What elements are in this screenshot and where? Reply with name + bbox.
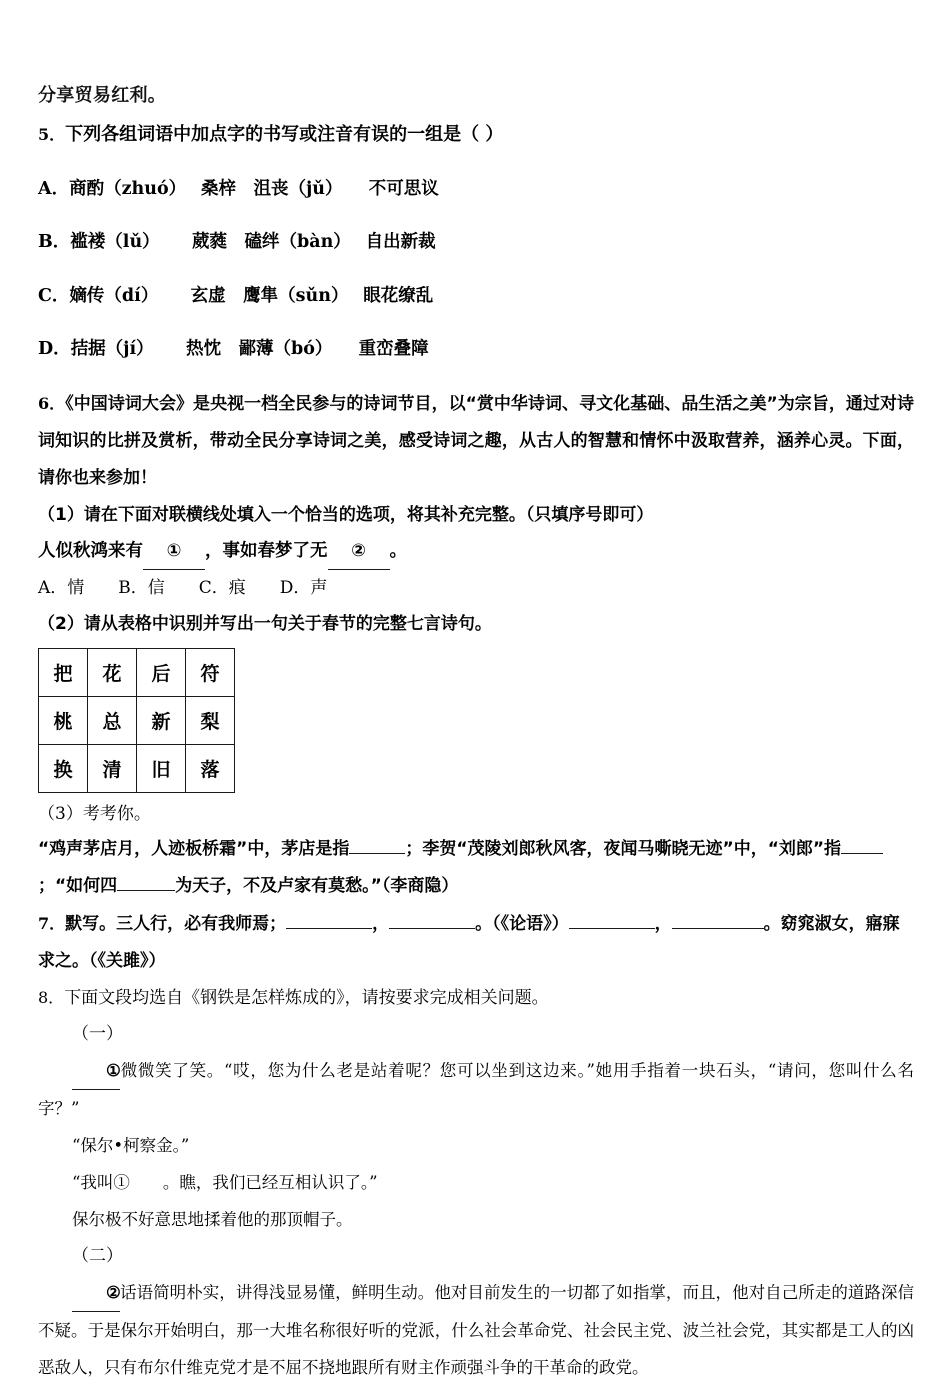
question-8 (38, 980, 914, 1386)
question-7 (38, 905, 914, 980)
passage-two-paragraph-1-text: 话语简明朴实，讲得浅显易懂，鲜明生动。他对目前发生的一切都了如指掌，而且，他对自己所走的道路深信不疑。于是保尔开始明白，那一大堆名称很好听的党派，什么社会革命党、社会民主党、波兰社会党，其实都是工人的凶恶敌人，只有布尔什维克党才是不屈不挠地跟所有财主作顽强斗争的干革命的政党。 (38, 1282, 914, 1377)
grid-cell: 旧 (137, 744, 186, 792)
character-grid-table (38, 648, 235, 793)
q7-text-5: 。窈窕淑女，寤寐求之。（《关雎》） (38, 913, 900, 971)
question-6-stem-text: 《中国诗词大会》是央视一档全民参与的诗词节目，以“赏中华诗词、寻文化基础、品生活之美”为宗旨，通过对诗词知识的比拼及赏析，带动全民分享诗词之美，感受诗词之趣，从古人的智慧和情怀中汲取营养，涵养心灵。下面，请你也来参加！ (38, 393, 915, 488)
option-c-letter: C． (38, 285, 70, 306)
question-6-sub2-label: （2）请从表格中识别并写出一句关于春节的完整七言诗句。 (38, 613, 492, 634)
grid-cell: 花 (88, 648, 137, 696)
grid-cell: 把 (39, 648, 88, 696)
sub3-text-2: ；李贺“茂陵刘郎秋风客，夜闻马嘶晓无迹”中，“刘郎”指 (405, 838, 842, 859)
question-5-option-c[interactable] (38, 278, 914, 314)
table-row (39, 744, 235, 792)
grid-cell: 新 (137, 696, 186, 744)
couplet-part-3: 。 (389, 540, 407, 561)
question-8-stem-text: 下面文段均选自《钢铁是怎样炼成的》，请按要求完成相关问题。 (64, 987, 549, 1008)
question-6-sub1-label: （1）请在下面对联横线处填入一个恰当的选项，将其补充完整。（只填序号即可） (38, 504, 654, 525)
question-5-option-d[interactable] (38, 331, 914, 367)
couplet-part-2: ，事如春梦了无 (205, 540, 328, 561)
passage-one-paragraph-1-text: 微微笑了笑。“哎，您为什么老是站着呢？您可以坐到这边来。”她用手指着一块石头，“请问，您叫什么名字？” (38, 1060, 914, 1118)
question-7-body (38, 905, 914, 980)
option-d-text: 拮据（jí） 热忱 鄙薄（bó） 重峦叠障 (70, 339, 429, 359)
passage-blank-marker-2[interactable]: ② (72, 1274, 120, 1312)
q7-blank-2[interactable] (389, 928, 475, 929)
option-a-letter: A． (38, 178, 70, 199)
grid-cell: 换 (39, 744, 88, 792)
passage-one-paragraph-3: “我叫① 。瞧，我们已经互相认识了。” (72, 1172, 378, 1192)
q7-text-3: 。（《论语》） (475, 913, 569, 934)
passage-one-label: （一） (72, 1023, 123, 1044)
question-6-couplet (38, 533, 914, 570)
option-b-text: 褴褛（lǔ） 葳蕤 磕绊（bàn） 自出新裁 (70, 232, 436, 252)
couplet-blank-2[interactable]: ② (328, 533, 390, 570)
couplet-part-1: 人似秋鸿来有 (38, 540, 143, 561)
table-row (39, 648, 235, 696)
grid-cell: 桃 (39, 696, 88, 744)
grid-cell: 符 (186, 648, 235, 696)
question-7-number: 7． (38, 913, 66, 933)
sub3-blank-3[interactable] (117, 890, 175, 891)
option-a-text: 商酌（zhuó） 桑梓 沮丧（jǔ） 不可思议 (69, 178, 439, 199)
sub3-text-4: 为天子，不及卢家有莫愁。”（李商隐） (175, 875, 459, 896)
question-8-stem (38, 980, 914, 1016)
passage-two-paragraph-1 (38, 1274, 914, 1386)
passage-one-paragraph-4: 保尔极不好意思地揉着他的那顶帽子。 (72, 1209, 353, 1229)
q7-text-2: ， (372, 913, 390, 934)
table-row (39, 696, 235, 744)
q7-text-4: ， (654, 913, 672, 934)
sub3-text-3: ；“如何四 (38, 875, 118, 896)
question-5-stem-text: 下列各组词语中加点字的书写或注音有误的一组是（ ） (65, 124, 504, 145)
question-6-sub3-label: （3）考考你。 (38, 803, 151, 824)
passage-one-paragraph-1 (38, 1052, 914, 1127)
option-d-letter: D． (38, 339, 71, 359)
question-8-number: 8． (38, 987, 65, 1007)
passage-one-paragraph-2: “保尔•柯察金。” (72, 1135, 190, 1155)
q7-blank-3[interactable] (569, 928, 655, 929)
q7-blank-4[interactable] (672, 928, 764, 929)
passage-blank-marker-1[interactable]: ① (72, 1052, 120, 1090)
grid-cell: 总 (88, 696, 137, 744)
q7-blank-1[interactable] (286, 928, 372, 929)
option-c-text: 嫡传（dí） 玄虚 鹰隼（sǔn） 眼花缭乱 (69, 285, 434, 306)
carryover-fragment: 分享贸易红利。 (38, 85, 167, 106)
question-6 (38, 385, 914, 905)
sub3-blank-2[interactable] (841, 853, 883, 854)
passage-two-label: （二） (72, 1245, 123, 1266)
grid-cell: 后 (137, 648, 186, 696)
page-content (38, 80, 914, 1386)
character-grid-body (39, 648, 235, 792)
question-5-option-a[interactable] (38, 171, 914, 207)
question-5 (38, 117, 914, 367)
sub3-blank-1[interactable] (349, 853, 405, 854)
grid-cell: 清 (88, 744, 137, 792)
question-6-sub1-choices[interactable]: A．情 B．信 C．痕 D．声 (38, 577, 328, 598)
question-6-stem (38, 385, 914, 497)
q7-text-1: 默写。三人行，必有我师焉； (65, 913, 287, 934)
question-5-number: 5． (38, 125, 66, 144)
question-5-options (38, 171, 914, 368)
question-6-number: 6． (38, 393, 66, 413)
sub3-text-1: “鸡声茅店月，人迹板桥霜”中，茅店是指 (38, 838, 350, 859)
couplet-blank-1[interactable]: ① (143, 533, 205, 570)
grid-cell: 落 (186, 744, 235, 792)
question-6-sub3-body (38, 831, 914, 905)
question-5-option-b[interactable] (38, 224, 914, 260)
grid-cell: 梨 (186, 696, 235, 744)
option-b-letter: B． (38, 232, 71, 252)
question-5-stem (38, 117, 914, 153)
